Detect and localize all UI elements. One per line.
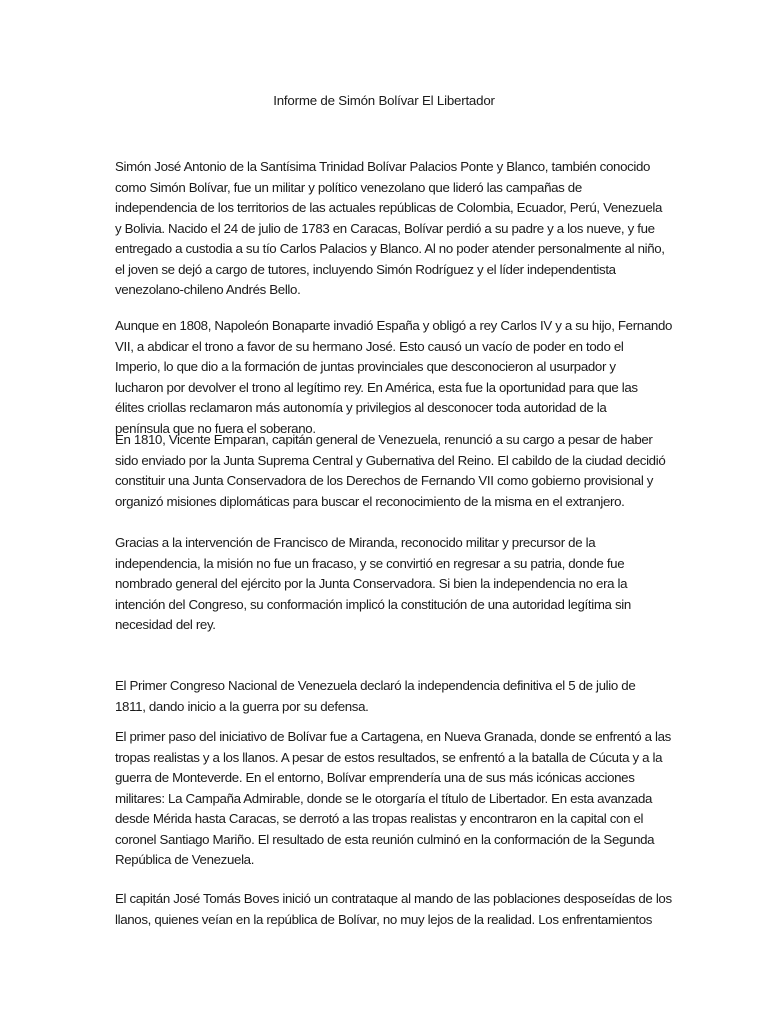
paragraph-line: organizó misiones diplomáticas para buscar el reconocimiento de la misma en el extranjero. [115, 493, 625, 509]
paragraph-line: el joven se dejó a cargo de tutores, incluyendo Simón Rodríguez y el líder independentista [115, 261, 616, 277]
paragraph-line: independencia de los territorios de las actuales repúblicas de Colombia, Ecuador, Perú, Venezuela [115, 200, 663, 215]
paragraph-line: Aunque en 1808, Napoleón Bonaparte invadió España y obligó a rey Carlos IV y a su hijo, Fernando [115, 318, 673, 333]
document-title: Informe de Simón Bolívar El Libertador [273, 93, 495, 108]
paragraph-line: venezolano-chileno Andrés Bello. [115, 282, 301, 297]
paragraph-line: llanos, quienes veían en la república de Bolívar, no muy lejos de la realidad. Los enfrentamientos [115, 911, 653, 927]
paragraph-line: independencia, la misión no fue un fracaso, y se convirtió en regresar a su patria, donde fue [115, 555, 625, 571]
paragraph [115, 889, 672, 930]
paragraph-line: entregado a custodia a su tío Carlos Palacios y Blanco. Al no poder atender personalmente al niño, [115, 241, 665, 256]
paragraph-line: 1811, dando inicio a la guerra por su defensa. [115, 698, 369, 714]
paragraph-line: El primer paso del iniciativo de Bolívar fue a Cartagena, en Nueva Granada, donde se enfrentó a las [115, 729, 671, 744]
paragraph-line: constituir una Junta Conservadora de los Derechos de Fernando VII como gobierno provisional y [115, 473, 654, 488]
paragraph-line: militares: La Campaña Admirable, donde se le otorgaría el título de Libertador. En esta avanzada [115, 790, 653, 806]
paragraph-line: nombrado general del ejército por la Junta Conservadora. Si bien la independencia no era la [115, 576, 628, 591]
paragraph-line: península que no fuera el soberano. [115, 420, 316, 436]
paragraph-line: guerra de Monteverde. En el entorno, Bolívar emprendería una de sus más icónicas acciones [115, 770, 635, 785]
paragraph-line: Simón José Antonio de la Santísima Trinidad Bolívar Palacios Ponte y Blanco, también conocido [115, 159, 651, 174]
paragraph-line: República de Venezuela. [115, 852, 255, 867]
paragraph [115, 316, 672, 439]
paragraph-line: necesidad del rey. [115, 617, 216, 632]
paragraph-line: sido enviado por la Junta Suprema Central y Gubernativa del Reino. El cabildo de la ciudad decidió [115, 452, 666, 468]
paragraph-line: tropas realistas y a los llanos. A pesar de estos resultados, se enfrentó a la batalla de Cúcuta y a la [115, 749, 663, 765]
paragraph-line: y Bolivia. Nacido el 24 de julio de 1783 en Caracas, Bolívar perdió a su padre y a los nueve, y fue [115, 220, 655, 236]
paragraph-line: VII, a abdicar el trono a favor de su hermano José. Esto causó un vacío de poder en todo el [115, 338, 624, 354]
paragraph-line: intención del Congreso, su conformación implicó la constitución de una autoridad legítima sin [115, 596, 631, 612]
paragraph [115, 430, 665, 512]
paragraph-line: desde Mérida hasta Caracas, se derrotó a las tropas realistas y encontraron en la capital con el [115, 811, 644, 826]
paragraph-line: El capitán José Tomás Boves inició un contrataque al mando de las poblaciones desposeídas de los [115, 891, 672, 906]
paragraph [115, 533, 631, 636]
paragraph-line: lucharon por devolver el trono al legítimo rey. En América, esta fue la oportunidad para que las [115, 379, 638, 395]
paragraph [115, 727, 671, 871]
paragraph [115, 676, 635, 717]
paragraph-line: coronel Santiago Mariño. El resultado de esta reunión culminó en la conformación de la Segunda [115, 831, 655, 847]
paragraph-line: como Simón Bolívar, fue un militar y político venezolano que lideró las campañas de [115, 179, 582, 195]
paragraph-line: En 1810, Vicente Emparan, capitán general de Venezuela, renunció a su cargo a pesar de haber [115, 432, 653, 447]
paragraph-line: El Primer Congreso Nacional de Venezuela declaró la independencia definitiva el 5 de julio de [115, 678, 636, 693]
paragraph-line: élites criollas reclamaron más autonomía y privilegios al desconocer toda autoridad de la [115, 400, 607, 415]
paragraph [115, 157, 665, 301]
paragraph-line: Imperio, lo que dio a la formación de juntas provinciales que desconocieron al usurpador y [115, 359, 616, 374]
paragraph-line: Gracias a la intervención de Francisco de Miranda, reconocido militar y precursor de la [115, 535, 596, 550]
